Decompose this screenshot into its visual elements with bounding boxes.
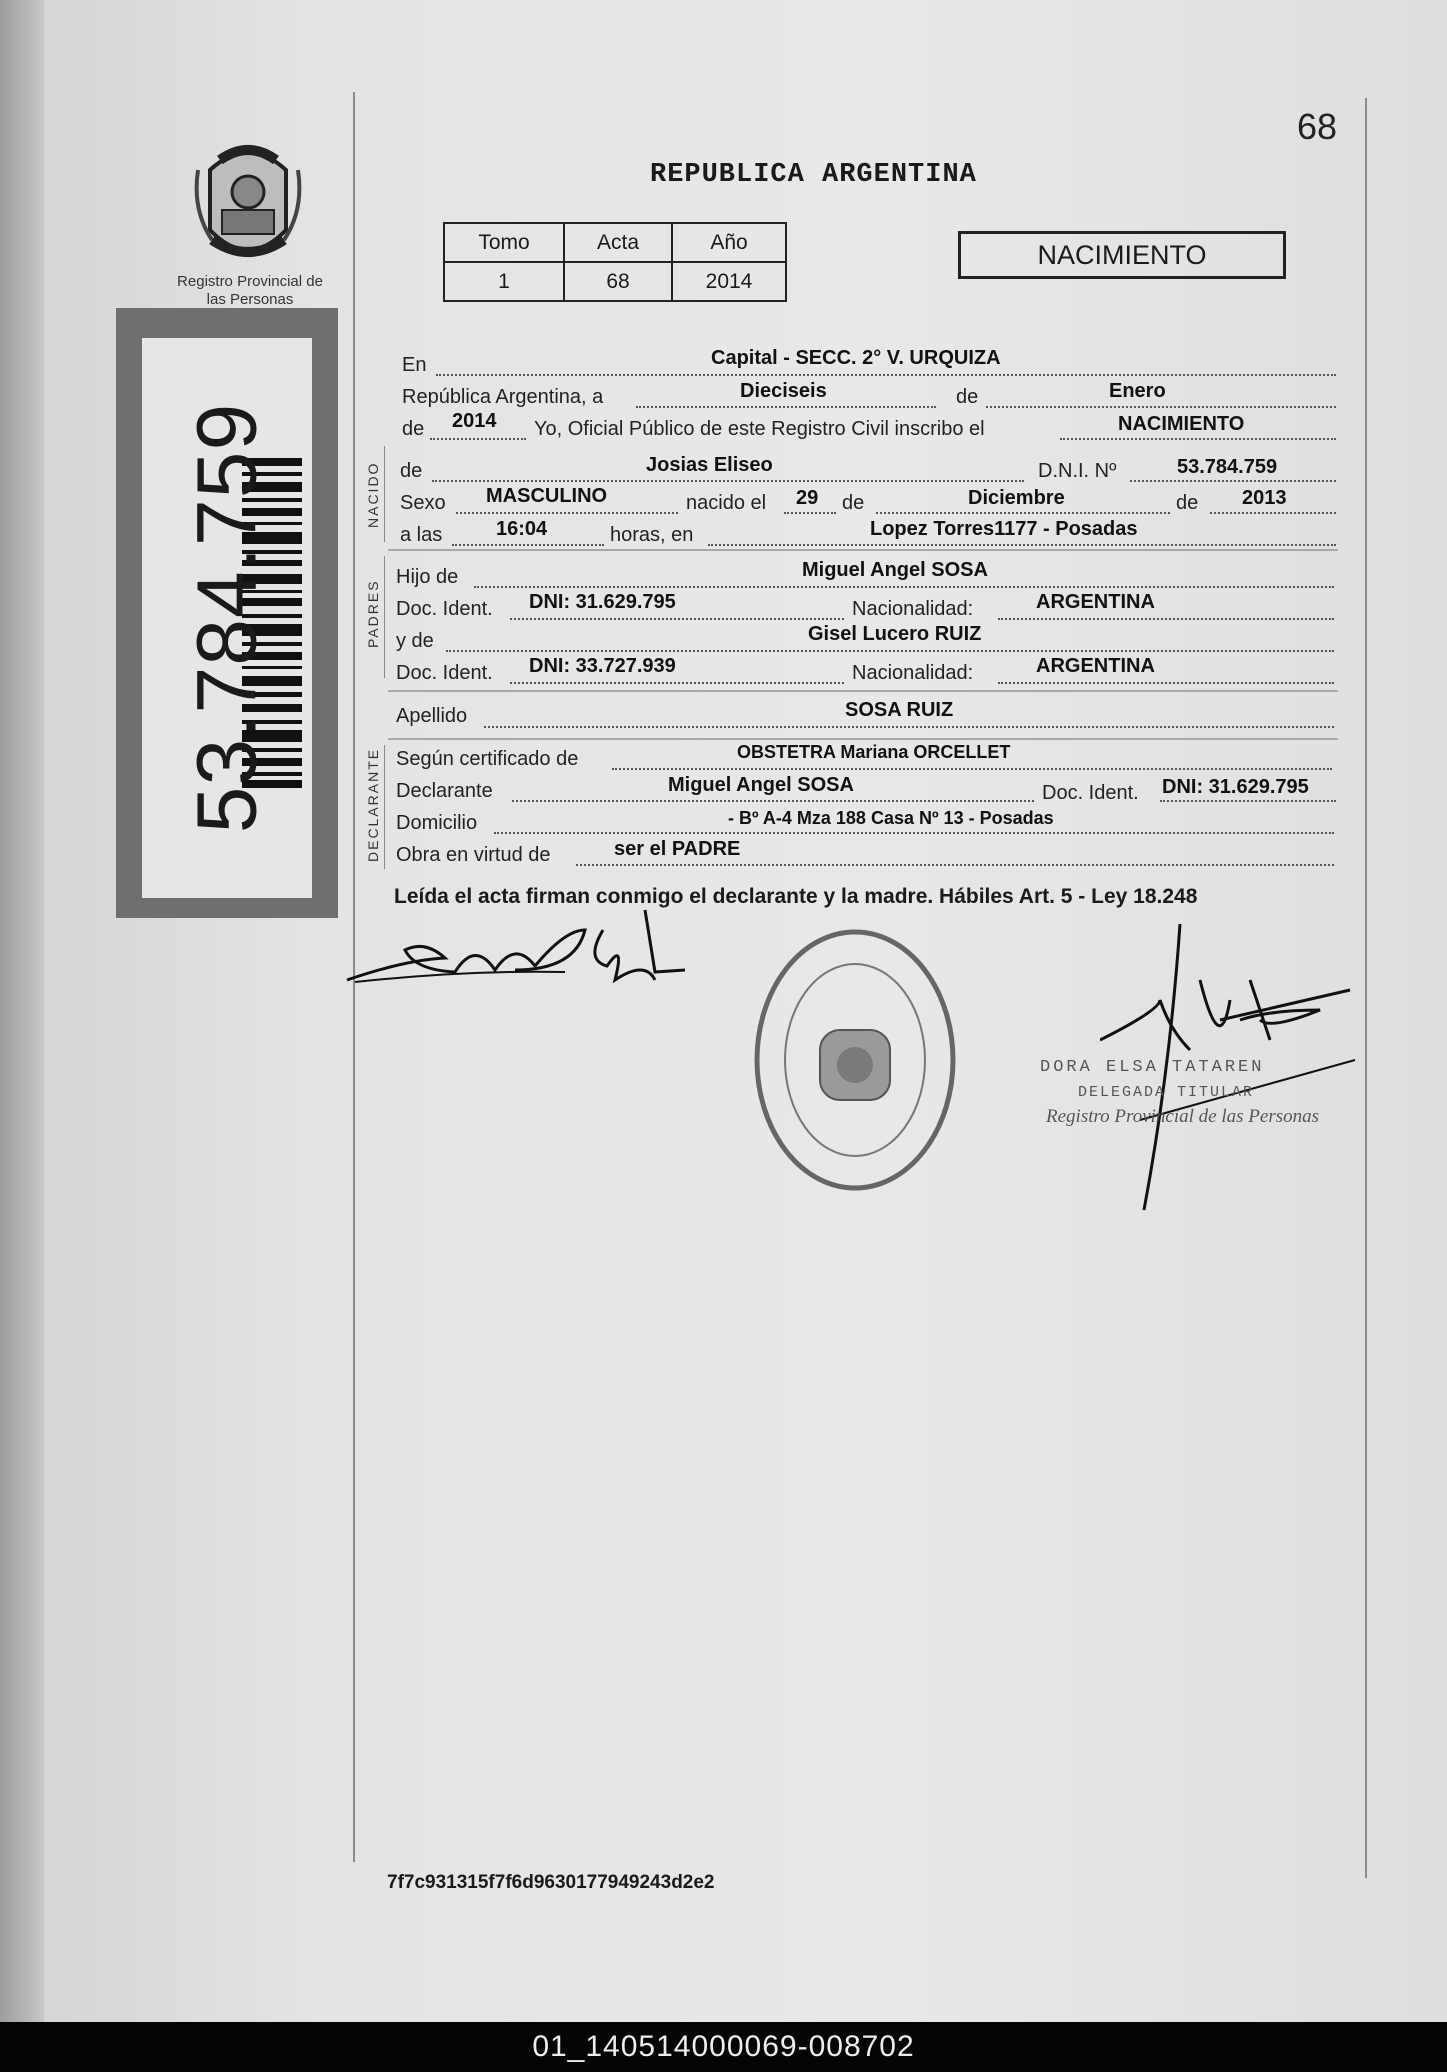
- value-madre: Gisel Lucero RUIZ: [808, 623, 982, 645]
- value-anio: 2014: [672, 262, 786, 301]
- dots-acto: [1060, 438, 1336, 440]
- label-apellido: Apellido: [396, 705, 468, 727]
- dots-lugar-nac: [708, 544, 1336, 546]
- dots-sexo: [456, 512, 678, 514]
- label-nacionalidad-madre: Nacionalidad:: [852, 662, 974, 684]
- header-tomo: Tomo: [444, 223, 564, 262]
- document-hash: 7f7c931315f7f6d9630177949243d2e2: [387, 1872, 715, 1893]
- section-label-padres: PADRES: [365, 579, 381, 648]
- signature-declarante: [345, 900, 695, 1015]
- value-hora: 16:04: [496, 518, 548, 540]
- value-mes: Enero: [1109, 380, 1166, 402]
- page-edge: [0, 0, 44, 2022]
- label-de: de: [956, 386, 979, 408]
- record-table: [443, 222, 787, 302]
- dots-madre-doc: [510, 682, 844, 684]
- value-obra: ser el PADRE: [614, 838, 741, 860]
- label-de-anio: de: [1176, 492, 1199, 514]
- right-margin-line: [1365, 98, 1367, 1878]
- official-role: DELEGADA TITULAR: [1078, 1084, 1255, 1101]
- header-anio: Año: [672, 223, 786, 262]
- closing-statement: Leída el acta firman conmigo el declarante y la madre. Hábiles Art. 5 - Ley 18.248: [394, 885, 1198, 908]
- value-anio: 2014: [452, 410, 497, 432]
- dots-obra: [576, 864, 1334, 866]
- dots-nac-anio: [1210, 512, 1336, 514]
- label-nacionalidad-padre: Nacionalidad:: [852, 598, 974, 620]
- label-obra: Obra en virtud de: [396, 844, 551, 866]
- value-padre-nac: ARGENTINA: [1036, 591, 1155, 613]
- dots-year: [430, 438, 526, 440]
- label-nacido-el: nacido el: [686, 492, 767, 514]
- dots-nac-dia: [784, 512, 836, 514]
- value-nac-anio: 2013: [1242, 487, 1287, 509]
- dots-apellido: [484, 726, 1334, 728]
- divider-2: [388, 690, 1338, 692]
- dots-declarante: [512, 800, 1034, 802]
- dots-dia: [636, 406, 936, 408]
- dots-certificado: [612, 768, 1332, 770]
- official-name: DORA ELSA TATAREN: [1040, 1058, 1265, 1077]
- label-a-las: a las: [400, 524, 443, 546]
- label-doc-ident-madre: Doc. Ident.: [396, 662, 493, 684]
- value-tomo: 1: [444, 262, 564, 301]
- label-republica: República Argentina, a: [402, 386, 604, 408]
- section-label-declarante: DECLARANTE: [365, 747, 381, 862]
- label-nombre-de: de: [400, 460, 423, 482]
- value-padre: Miguel Angel SOSA: [802, 559, 988, 581]
- dots-madre-nac: [998, 682, 1334, 684]
- value-padre-doc: DNI: 31.629.795: [529, 591, 676, 613]
- dots-domicilio: [494, 832, 1334, 834]
- label-oficial: Yo, Oficial Público de este Registro Civil inscribo el: [534, 418, 985, 440]
- value-dni: 53.784.759: [1177, 456, 1278, 478]
- dots-padre-doc: [510, 618, 844, 620]
- official-office: Registro Provincial de las Personas: [1046, 1106, 1320, 1127]
- dots-nac-mes: [876, 512, 1170, 514]
- record-kind-box: NACIMIENTO: [958, 231, 1286, 279]
- divider-3: [388, 738, 1338, 740]
- value-lugar: Capital - SECC. 2° V. URQUIZA: [711, 347, 1001, 369]
- label-segun: Según certificado de: [396, 748, 579, 770]
- logo-caption: Registro Provincial de las Personas: [177, 273, 323, 308]
- header-acta: Acta: [564, 223, 672, 262]
- province-seal-logo: [190, 140, 306, 268]
- value-lugar-nac: Lopez Torres1177 - Posadas: [870, 518, 1138, 540]
- padres-bracket: [384, 556, 385, 678]
- label-hijo-de: Hijo de: [396, 566, 459, 588]
- label-doc-ident-declarante: Doc. Ident.: [1042, 782, 1139, 804]
- value-dia: Dieciseis: [740, 380, 827, 402]
- label-horas-en: horas, en: [610, 524, 694, 546]
- section-label-nacido: NACIDO: [365, 461, 381, 528]
- label-en: En: [402, 354, 427, 376]
- official-stamp: [750, 920, 960, 1205]
- dots-dni: [1130, 480, 1336, 482]
- value-nombre: Josias Eliseo: [646, 454, 773, 476]
- nacido-bracket: [384, 446, 385, 542]
- dni-number: 53.784.759: [179, 402, 274, 834]
- label-doc-ident-padre: Doc. Ident.: [396, 598, 493, 620]
- dots-padre: [474, 586, 1334, 588]
- label-dni-no: D.N.I. Nº: [1038, 460, 1117, 482]
- value-declarante: Miguel Angel SOSA: [668, 774, 854, 796]
- dots-madre: [446, 650, 1334, 652]
- dots-nombre: [432, 480, 1024, 482]
- value-acta: 68: [564, 262, 672, 301]
- footer-id-bar: 01_140514000069-008702: [0, 2022, 1447, 2072]
- value-sexo: MASCULINO: [486, 485, 608, 507]
- dots-hora: [452, 544, 604, 546]
- value-nac-dia: 29: [796, 487, 819, 509]
- label-de-mes: de: [842, 492, 865, 514]
- dots-en: [436, 374, 1336, 376]
- value-nac-mes: Diciembre: [968, 487, 1065, 509]
- value-madre-doc: DNI: 33.727.939: [529, 655, 676, 677]
- value-madre-nac: ARGENTINA: [1036, 655, 1155, 677]
- value-apellido: SOSA RUIZ: [845, 699, 954, 721]
- label-de-year: de: [402, 418, 425, 440]
- value-acto: NACIMIENTO: [1118, 413, 1245, 435]
- label-sexo: Sexo: [400, 492, 446, 514]
- divider-1: [388, 549, 1338, 551]
- label-y-de: y de: [396, 630, 434, 652]
- dots-mes: [986, 406, 1336, 408]
- page-number: 68: [1297, 106, 1338, 147]
- dots-declarante-doc: [1160, 800, 1336, 802]
- value-declarante-doc: DNI: 31.629.795: [1162, 776, 1309, 798]
- value-domicilio: - Bº A-4 Mza 188 Casa Nº 13 - Posadas: [728, 808, 1054, 828]
- label-declarante: Declarante: [396, 780, 493, 802]
- declarante-bracket: [384, 745, 385, 869]
- dots-padre-nac: [998, 618, 1334, 620]
- country-title: REPUBLICA ARGENTINA: [650, 160, 977, 190]
- value-certificado: OBSTETRA Mariana ORCELLET: [737, 742, 1011, 762]
- label-domicilio: Domicilio: [396, 812, 478, 834]
- dni-badge: [116, 308, 338, 918]
